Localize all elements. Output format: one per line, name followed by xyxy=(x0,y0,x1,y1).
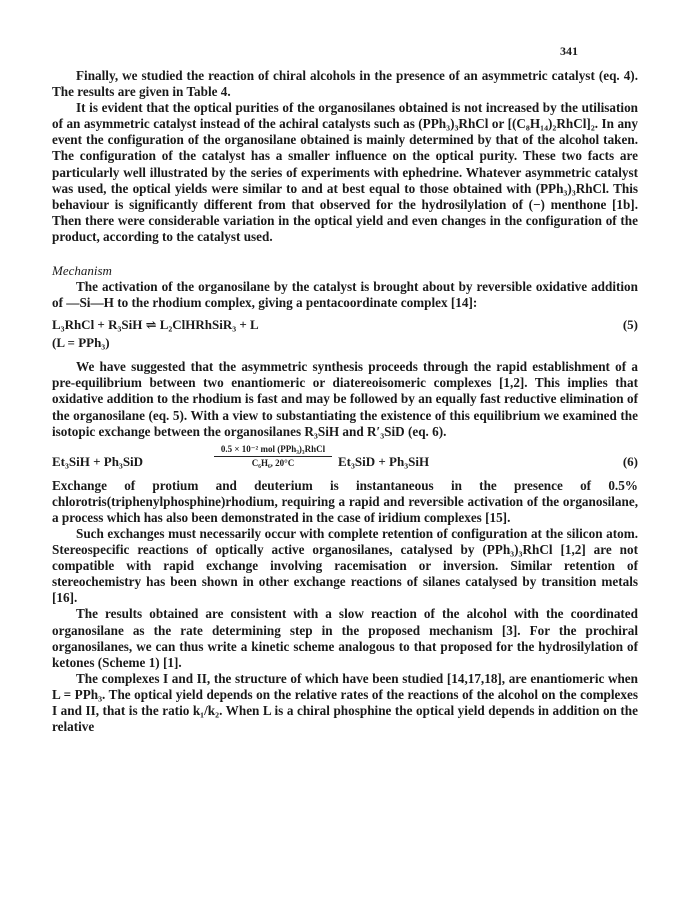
equation-6-catalyst: 0.5 × 10⁻² mol (PPh₃)₃RhCl xyxy=(220,443,326,454)
equation-5-note xyxy=(52,335,638,353)
equation-6 xyxy=(52,444,638,478)
equation-6-arrow xyxy=(214,444,332,468)
paragraph-3: The activation of the organosilane by the catalyst is brought about by reversible oxidative addition of —Si—H to the rhodium complex, giving a pentacoordinate complex [14]: xyxy=(52,279,638,311)
equation-6-products: Et₃SiD + Ph₃SiH xyxy=(338,453,430,469)
equation-5-number: (5) xyxy=(622,317,638,333)
equation-6-reactants: Et₃SiH + Ph₃SiD xyxy=(52,453,144,469)
paragraph-4: We have suggested that the asymmetric synthesis proceeds through the rapid establishment of a pre-equilibrium between two enantiomeric or diatereoisomeric complexes [1,2]. This implies that oxidative addition to the rhodium is fast and may be followed by an equally fast reductive elimination of the organosilane (eq. 5). With a view to substantiating the existence of this equilibrium we examined the isotopic exchange between the organosilanes R₃SiH and R′₃SiD (eq. 6). xyxy=(52,359,638,439)
equation-5-text: L₃RhCl + R₃SiH ⇌ L₂ClHRhSiR₃ + L xyxy=(52,317,259,333)
paragraph-7: The results obtained are consistent with a slow reaction of the alcohol with the coordinated organosilane as the rate determining step in the proposed mechanism [3]. For the prochiral organosilanes, we can thus write a kinetic scheme analogous to that proposed for the hydrosilylation of ketones (Scheme 1) [1]. xyxy=(52,606,638,670)
text-column xyxy=(52,68,638,735)
equation-5 xyxy=(52,317,638,335)
page-number: 341 xyxy=(560,44,578,58)
paragraph-8: The complexes I and II, the structure of which have been studied [14,17,18], are enantiomeric when L = PPh₃. The optical yield depends on the relative rates of the reactions of the alcohol on the complexes I and II, that is the ratio k₁/k₂. When L is a chiral phosphine the optical yield depends in addition on the relative xyxy=(52,670,638,735)
equation-6-conditions: C₆H₆, 20°C xyxy=(251,457,295,468)
paragraph-1: Finally, we studied the reaction of chiral alcohols in the presence of an asymmetric catalyst (eq. 4). The results are given in Table 4. xyxy=(52,68,638,100)
paragraph-2: It is evident that the optical purities of the organosilanes obtained is not increased by the utilisation of an asymmetric catalyst instead of the achiral catalysts such as (PPh₃)₃RhCl or [(C₈H₁₄)₂RhCl]₂. In any event the configuration of the organosilane obtained is mainly determined by that of the alcohol taken. The configuration of the catalyst has a smaller influence on the optical purity. These two facts are particularly well illustrated by the series of experiments with ephedrine. Whatever asymmetric catalyst was used, the optical yields were similar to and at best equal to those obtained with (PPh₃)₃RhCl. This behaviour is significantly different from that observed for the hydrosilylation of (−) menthone [1b]. Then there were considerable variation in the optical yield and even changes in the configuration of the product, according to the catalyst used. xyxy=(52,100,638,244)
equation-arrow-icon xyxy=(214,456,332,457)
section-heading-mechanism: Mechanism xyxy=(52,263,112,279)
equation-6-number: (6) xyxy=(622,453,638,469)
equation-5-note-text: (L = PPh₃) xyxy=(52,335,110,351)
paragraph-6: Such exchanges must necessarily occur with complete retention of configuration at the silicon atom. Stereospecific reactions of optically active organosilanes, catalysed by (PPh₃)₃RhCl [1,2] are not compatible with rapid exchange involving racemisation or inversion. Similar retention of stereochemistry has been shown in other exchange reactions of silanes catalysed by transition metals [16]. xyxy=(52,525,638,606)
paragraph-5: Exchange of protium and deuterium is instantaneous in the presence of 0.5% chlorotris(triphenylphosphine)rhodium, requiring a rapid and reversible activation of the organosilane, a process which has also been demonstrated in the case of iridium complexes [15]. xyxy=(52,477,638,525)
